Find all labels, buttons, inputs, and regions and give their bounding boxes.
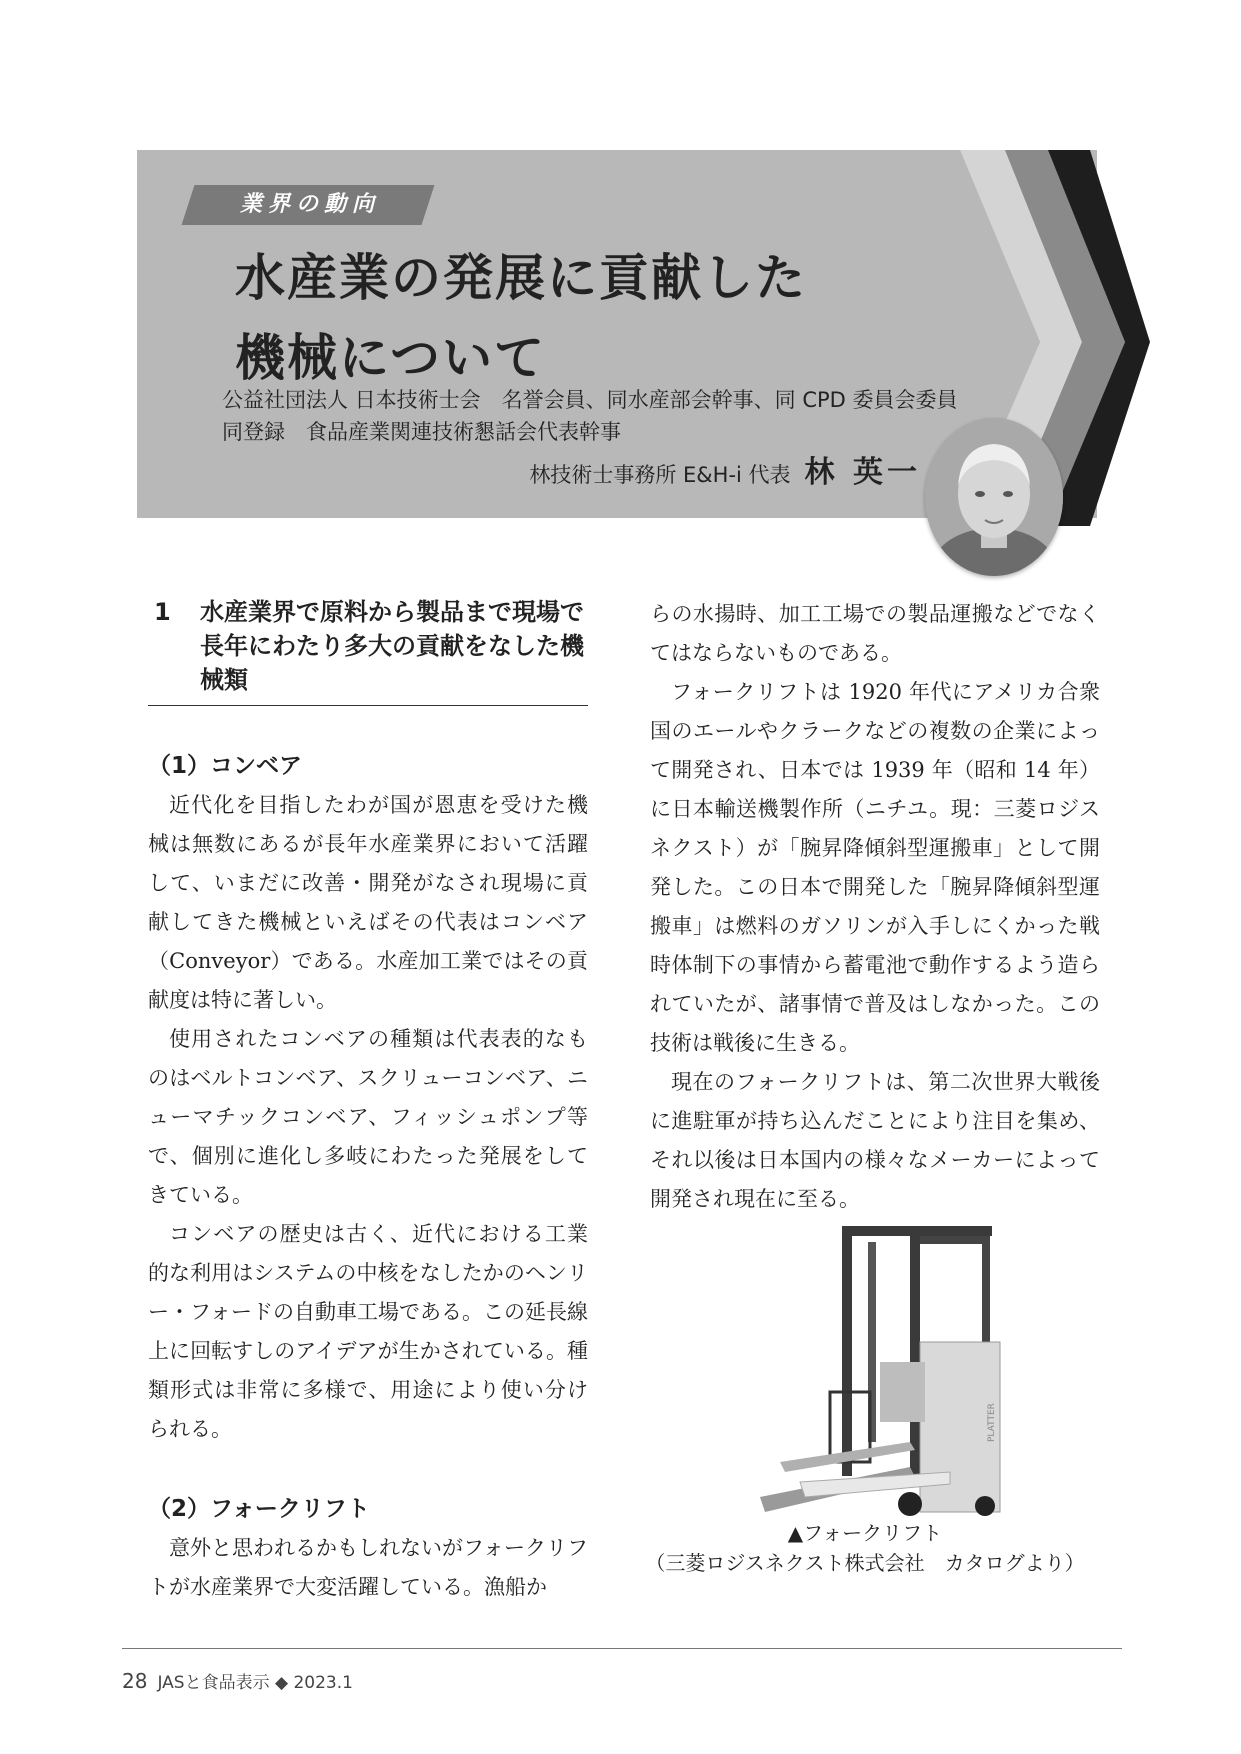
forklift-paragraph-2: フォークリフトは 1920 年代にアメリカ合衆国のエールやクラークなどの複数の企業によって開発され、日本では 1939 年（昭和 14 年）に日本輸送機製作所（ニチユ。現：三菱ロジスネクスト）が「腕昇降傾斜型運搬車」として開発した。この日本で開発した「腕昇降傾斜型運搬車」は燃料のガソリンが入手しにくかった戦時体制下の事情から蓄電池で動作するよう造られていたが、諸事情で普及はしなかった。この技術は戦後に生きる。 xyxy=(650,680,1100,1055)
battery xyxy=(880,1362,925,1422)
mast-right xyxy=(910,1226,920,1476)
title-line-1: 水産業の発展に貢献した xyxy=(235,249,807,307)
right-column xyxy=(650,595,1100,1219)
author-name: 林 英一 xyxy=(804,455,921,490)
affiliation-line-1: 公益社団法人 日本技術士会 名誉会員、同水産部会幹事、同 CPD 委員会委員 xyxy=(222,388,958,412)
footer xyxy=(122,1668,353,1693)
section-heading xyxy=(148,595,588,706)
author-office: 林技術士事務所 E&H-i 代表 xyxy=(529,463,791,487)
title-line-2: 機械について xyxy=(235,329,546,387)
section-number: 1 xyxy=(154,598,171,626)
brand-label: PLATTER xyxy=(987,1403,997,1442)
author-portrait xyxy=(925,418,1063,576)
forklift-paragraph-3: 現在のフォークリフトは、第二次世界大戦後に進駐軍が持ち込んだことにより注目を集め、それ以後は日本国内の様々なメーカーによって開発され現在に至る。 xyxy=(650,1070,1100,1211)
section-heading-text: 水産業界で原料から製品まで現場で長年にわたり多大の貢献をなした機械類 xyxy=(200,598,584,694)
journal-info: JASと食品表示 ◆ 2023.1 xyxy=(157,1673,353,1693)
mast-left xyxy=(842,1226,852,1476)
figure-caption xyxy=(640,1518,1090,1578)
category-label: 業界の動向 xyxy=(239,192,380,217)
wheel-front xyxy=(898,1492,922,1516)
caption-line-1: ▲フォークリフト xyxy=(787,1521,943,1545)
left-column xyxy=(148,595,588,1607)
mast-top xyxy=(842,1226,992,1236)
footer-rule xyxy=(122,1648,1122,1649)
forklift-heading: （2）フォークリフト xyxy=(148,1496,370,1522)
article-title xyxy=(235,238,935,398)
byline xyxy=(529,455,921,493)
forklift-paragraph-1-start: 意外と思われるかもしれないがフォークリフトが水産業界で大変活躍している。漁船か xyxy=(148,1536,588,1599)
conveyor-paragraph-2: 使用されたコンベアの種類は代表表的なものはベルトコンベア、スクリューコンベア、ニューマチックコンベア、フィッシュポンプ等で、個別に進化し多岐にわたった発展をしてきている。 xyxy=(148,1027,588,1207)
conveyor-paragraph-1: 近代化を目指したわが国が恩恵を受けた機械は無数にあるが長年水産業界において活躍して、いまだに改善・開発がなされ現場に貢献してきた機械といえばその代表はコンベア（Conveyor）である。水産加工業ではその貢献度は特に著しい。 xyxy=(148,793,588,1012)
forklift-paragraph-1-cont: らの水揚時、加工工場での製品運搬などでなくてはならないものである。 xyxy=(650,602,1100,665)
overhead-guard xyxy=(920,1236,990,1244)
wheel-rear xyxy=(975,1496,995,1516)
conveyor-paragraph-3: コンベアの歴史は古く、近代における工業的な利用はシステムの中核をなしたかのヘンリー・フォードの自動車工場である。この延長線上に回転すしのアイデアが生かされている。種類形式は非常に多様で、用途により使い分けられる。 xyxy=(148,1222,588,1441)
conveyor-heading: （1）コンベア xyxy=(148,753,303,779)
guard-post xyxy=(982,1236,990,1346)
affiliation-line-2: 同登録 食品産業関連技術懇話会代表幹事 xyxy=(222,420,621,444)
caption-line-2: （三菱ロジスネクスト株式会社 カタログより） xyxy=(645,1551,1085,1575)
forklift-photo xyxy=(760,1222,1030,1522)
page-number: 28 xyxy=(122,1669,148,1693)
